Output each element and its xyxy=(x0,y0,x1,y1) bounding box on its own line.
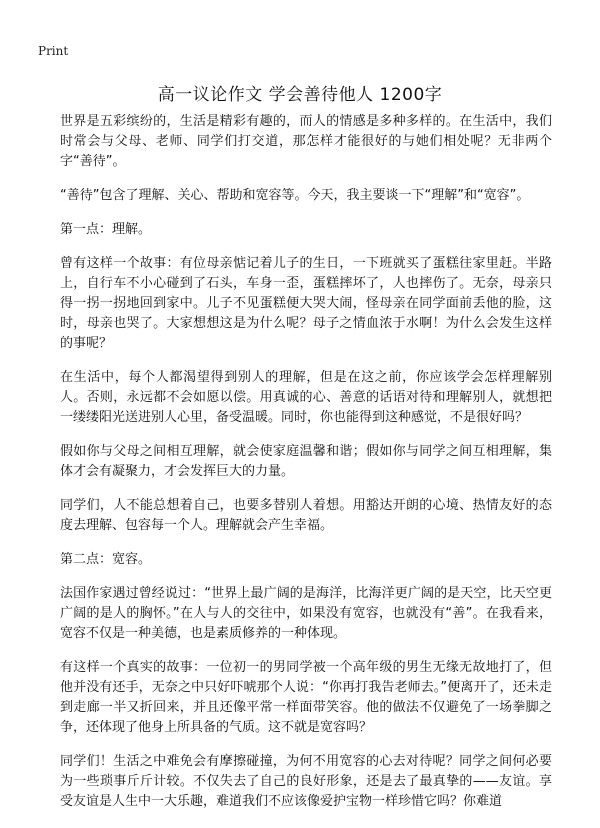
print-link[interactable]: Print xyxy=(38,44,69,58)
section-heading: 第一点：理解。 xyxy=(60,222,152,237)
paragraph: 同学们，人不能总想着自己，也要多替别人着想。用豁达开朗的心境、热情友好的态度去理解、包容每一个人。理解就会产生幸福。 xyxy=(60,498,552,533)
article-body xyxy=(60,112,552,826)
paragraph: 法国作家遇过曾经说过：“世界上最广阔的是海洋，比海洋更广阔的是天空，比天空更广阔的是人的胸怀。”在人与人的交往中，如果没有宽容，也就没有“善”。在我看来，宽容不仅是一种美德，也是素质修养的一种体现。 xyxy=(60,586,552,641)
paragraph: 世界是五彩缤纷的，生活是精彩有趣的，而人的情感是多种多样的。在生活中，我们时常会与父母、老师、同学们打交道，那怎样才能很好的与她们相处呢？无非两个字“善待”。 xyxy=(60,114,552,169)
section-heading: 第二点：宽容。 xyxy=(60,552,152,567)
paragraph: 假如你与父母之间相互理解，就会使家庭温馨和谐；假如你与同学之间互相理解，集体才会有凝聚力，才会发挥巨大的力量。 xyxy=(60,444,552,479)
page-title: 高一议论作文 学会善待他人 1200字 xyxy=(157,85,443,105)
paragraph: 同学们！生活之中难免会有摩擦碰撞，为何不用宽容的心去对待呢？同学之间何必要为一些琐事斤斤计较。不仅失去了自己的良好形象，还是去了最真挚的——友谊。享受友谊是人生中一大乐趣，难道我们不应该像爱护宝物一样珍惜它吗？你难道 xyxy=(60,754,552,809)
paragraph: 曾有这样一个故事：有位母亲惦记着儿子的生日，一下班就买了蛋糕往家里赶。半路上，自行车不小心碰到了石头，车身一歪，蛋糕摔坏了，人也摔伤了。无奈，母亲只得一拐一拐地回到家中。儿子不见蛋糕便大哭大闹，怪母亲在同学面前丢他的脸，这时，母亲也哭了。大家想想这是为什么呢？母子之情血浓于水啊！为什么会发生这样的事呢？ xyxy=(60,256,552,351)
paragraph: 在生活中，每个人都渴望得到别人的理解，但是在这之前，你应该学会怎样理解别人。否则，永远都不会如愿以偿。用真诚的心、善意的话语对待和理解别人，就想把一缕缕阳光送进别人心里，备受温暖。同时，你也能得到这种感觉，不是很好吗？ xyxy=(60,370,552,425)
paragraph: 有这样一个真实的故事：一位初一的男同学被一个高年级的男生无缘无故地打了，但他并没有还手，无奈之中只好吓唬那个人说：“你再打我告老师去。”便离开了，还未走到走廊一半又折回来，并且还像平常一样面带笑容。他的做法不仅避免了一场拳脚之争，还体现了他身上所具备的气质。这不就是宽容吗？ xyxy=(60,660,552,735)
paragraph: “善待”包含了理解、关心、帮助和宽容等。今天，我主要谈一下“理解”和“宽容”。 xyxy=(60,188,530,203)
